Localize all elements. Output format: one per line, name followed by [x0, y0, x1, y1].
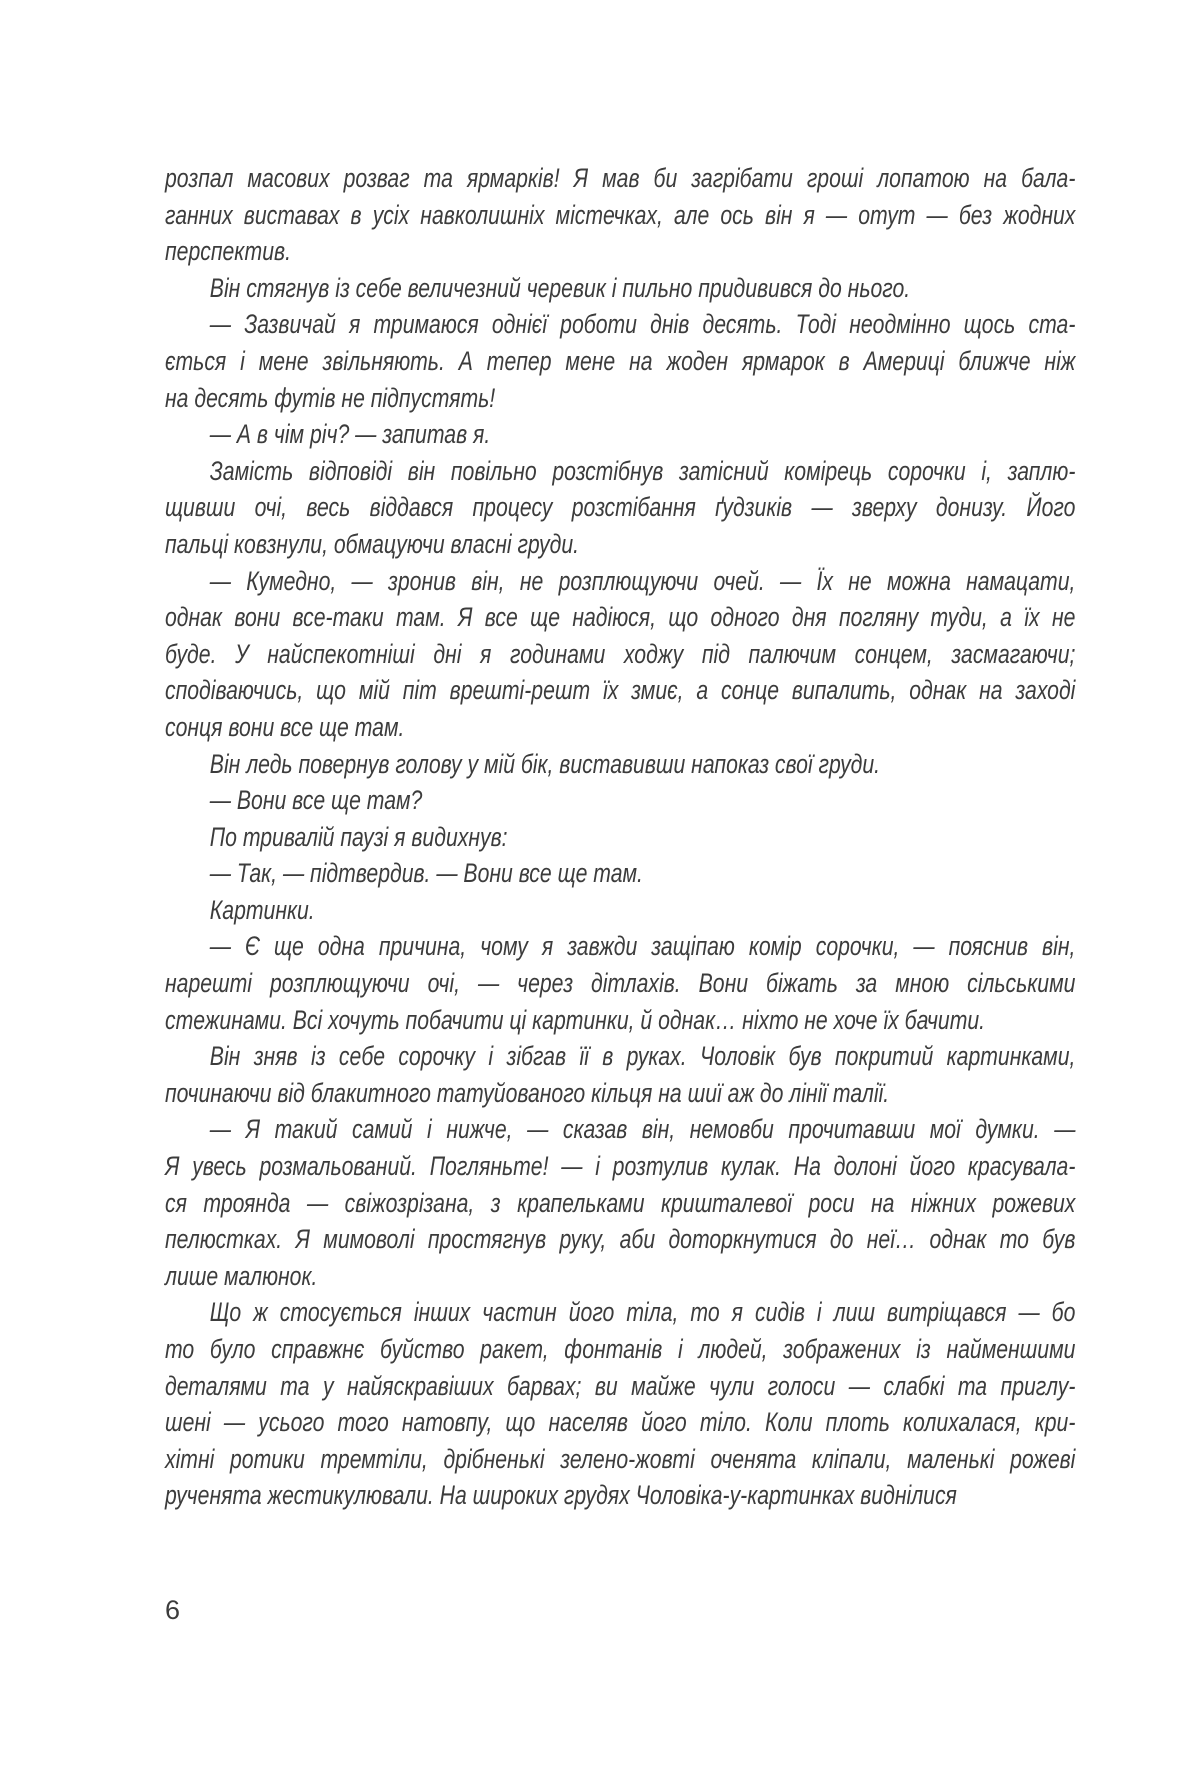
text-line: Він стягнув із себе величезний черевик і пильно придивився до нього. [209, 272, 911, 303]
text-line: Що ж стосується інших частин його тіла, то я сидів і лиш витріщався — бо [209, 1297, 1076, 1328]
text-line: рученята жестикулювали. На широких грудях Чоловіка-у-картинках виднілися [165, 1480, 957, 1511]
text-line: ганних виставах в усіх навколишніх містечках, але ось він я — отут — без жодних [165, 199, 1076, 230]
text-line: розпал масових розваг та ярмарків! Я мав би загрібати гроші лопатою на бала- [165, 163, 1076, 193]
text-line: перспектив. [165, 236, 291, 267]
page-number: 6 [165, 1595, 181, 1625]
text-line: Він зняв із себе сорочку і зібгав її в руках. Чоловік був покритий картинками, [209, 1041, 1076, 1072]
text-line: Він ледь повернув голову у мій бік, виставивши напоказ свої груди. [209, 748, 881, 779]
text-line: починаючи від блакитного татуйованого кільця на шиї аж до лінії талії. [165, 1077, 890, 1108]
text-line: нарешті розплющуючи очі, — через дітлахів. Вони біжать за мною сільськими [165, 968, 1076, 999]
text-line: — Є ще одна причина, чому я завжди защіпаю комір сорочки, — пояснив він, [209, 931, 1076, 962]
text-line: пальці ковзнули, обмацуючи власні груди. [165, 528, 580, 559]
text-line: буде. У найспекотніші дні я годинами ходжу під палючим сонцем, засмагаючи; [165, 638, 1076, 669]
text-line: деталями та у найяскравіших барвах; ви майже чули голоси — слабкі та приглу- [165, 1370, 1076, 1401]
text-line: Замість відповіді він повільно розстібнув затісний комірець сорочки і, заплю- [209, 455, 1076, 486]
text-line: то було справжнє буйство ракет, фонтанів і людей, зображених із найменшими [165, 1334, 1076, 1364]
text-line: — А в чім річ? — запитав я. [209, 419, 491, 450]
text-line: сонця вони все ще там. [165, 711, 405, 742]
text-block [165, 160, 1075, 1514]
text-line: — Так, — підтвердив. — Вони все ще там. [209, 858, 643, 889]
text-line: шені — усього того натовпу, що населяв його тіло. Коли плоть колихалася, кри- [165, 1407, 1076, 1438]
text-line: ється і мене звільняють. А тепер мене на жоден ярмарок в Америці ближче ніж [165, 345, 1076, 376]
text-line: пелюстках. Я мимоволі простягнув руку, аби доторкнутися до неї… однак то був [165, 1224, 1076, 1255]
text-line: Я увесь розмальований. Погляньте! — і розтулив кулак. На долоні його красувала- [165, 1151, 1076, 1182]
text-line: По тривалій паузі я видихнув: [209, 821, 508, 852]
text-line: — Зазвичай я тримаюся однієї роботи днів десять. Тоді неодмінно щось ста- [209, 309, 1076, 340]
text-line: стежинами. Всі хочуть побачити ці картинки, й однак… ніхто не хоче їх бачити. [165, 1004, 986, 1035]
text-line: — Кумедно, — зронив він, не розплющуючи очей. — Їх не можна намацати, [209, 565, 1076, 596]
text-line: однак вони все-таки там. Я все ще надіюся, що одного дня погляну туди, а їх не [165, 602, 1076, 633]
text-line: — Вони все ще там? [209, 785, 423, 816]
text-line: ся троянда — свіжозрізана, з крапельками кришталевої роси на ніжних рожевих [165, 1187, 1076, 1218]
text-line: — Я такий самий і нижче, — сказав він, немовби прочитавши мої думки. — [209, 1114, 1076, 1145]
text-line: сподіваючись, що мій піт врешті-решт їх змиє, а сонце випалить, однак на заході [165, 675, 1076, 706]
text-line: Картинки. [209, 894, 315, 925]
text-line: лише малюнок. [165, 1260, 318, 1291]
text-line: хітні ротики тремтіли, дрібненькі зелено-жовті оченята кліпали, маленькі рожеві [165, 1443, 1076, 1474]
text-line: на десять футів не підпустять! [165, 382, 496, 413]
text-line: щивши очі, весь віддався процесу розстібання ґудзиків — зверху донизу. Його [165, 492, 1076, 523]
